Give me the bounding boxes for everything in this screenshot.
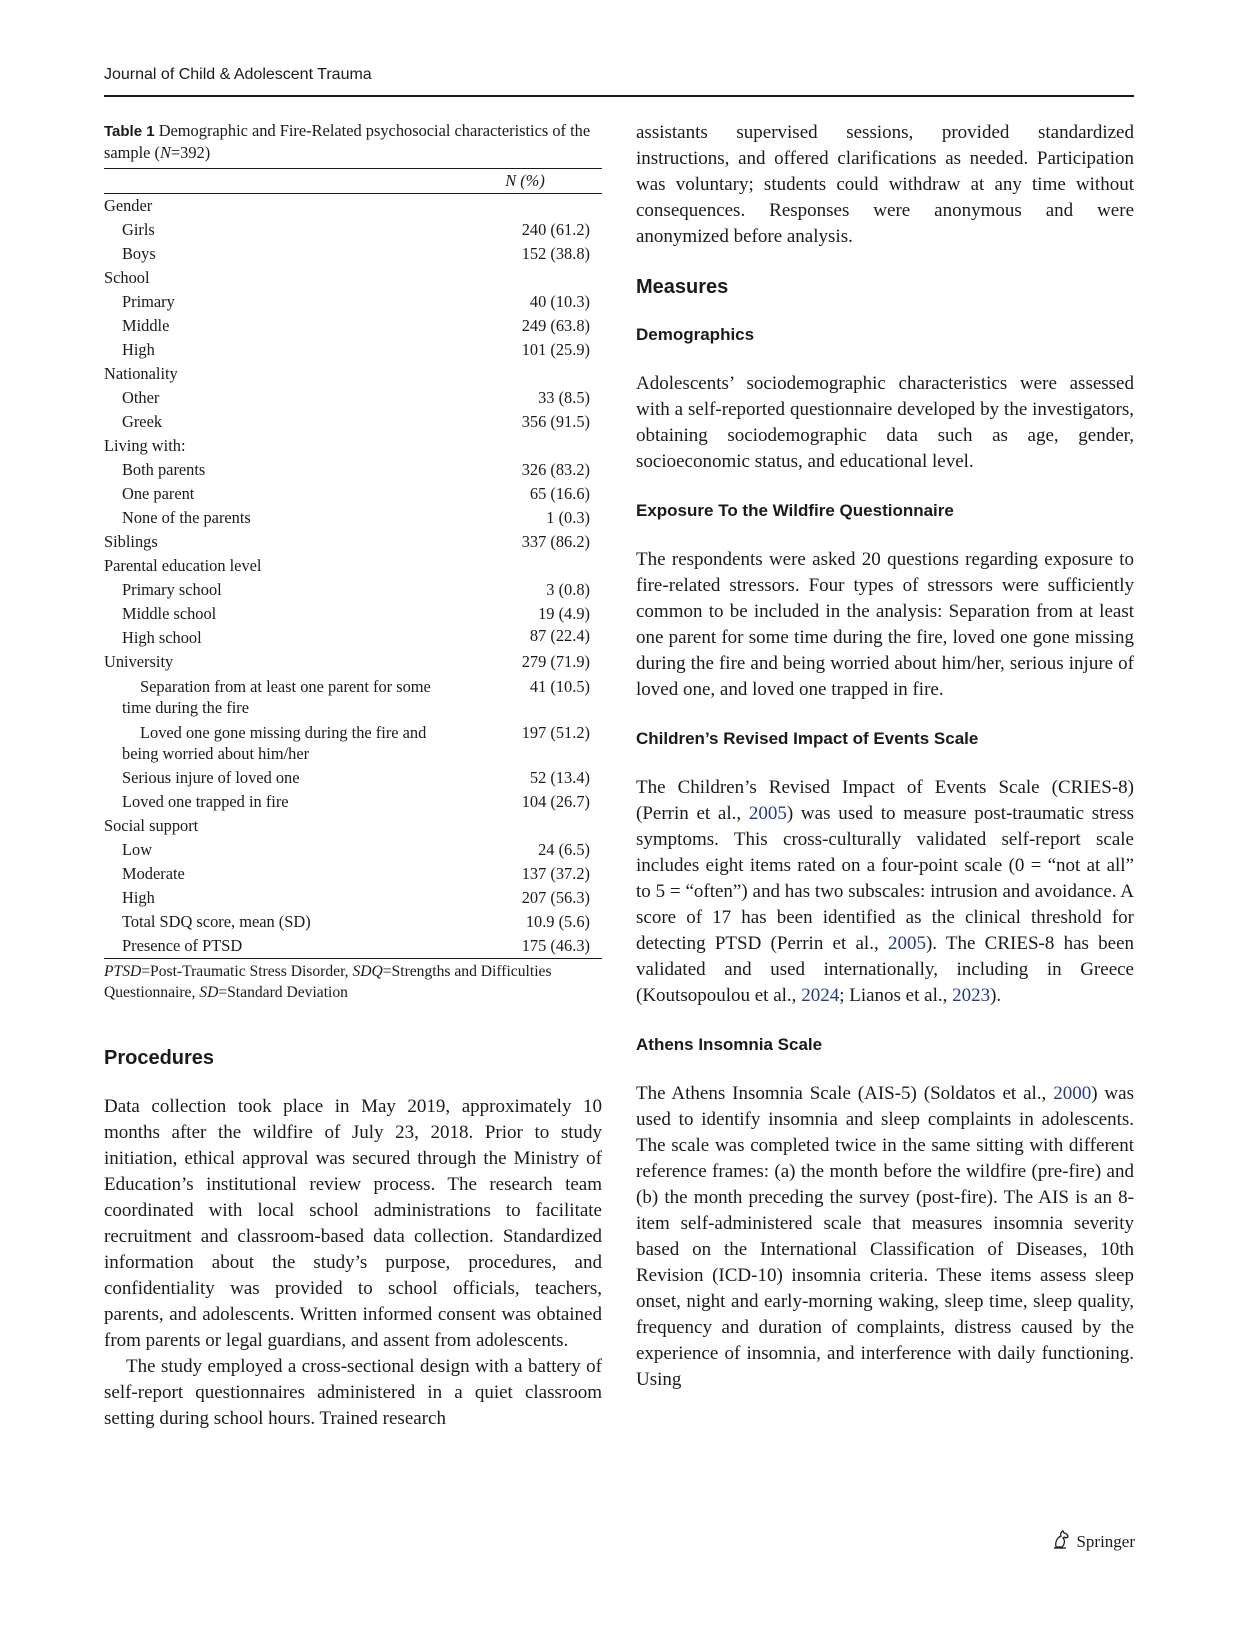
table-row-value: 104 (26.7) bbox=[521, 792, 590, 811]
table-row-value bbox=[460, 194, 602, 219]
table-row-label: Primary bbox=[122, 292, 175, 311]
table-row bbox=[104, 766, 602, 790]
table-row-value: 101 (25.9) bbox=[521, 340, 590, 359]
table-row-value: 65 (16.6) bbox=[529, 484, 590, 503]
table-row-label: One parent bbox=[122, 484, 195, 503]
table-row bbox=[104, 242, 602, 266]
table-row-label: Serious injure of loved one bbox=[122, 768, 300, 787]
table-row-value: 356 (91.5) bbox=[521, 412, 590, 431]
citation-link[interactable]: 2024 bbox=[801, 985, 840, 1006]
table-row-label: Moderate bbox=[122, 864, 185, 883]
table-row bbox=[104, 362, 602, 386]
table-row bbox=[104, 838, 602, 862]
table-row-value: 175 (46.3) bbox=[460, 934, 602, 959]
cries-text: The Children’s Revised Impact of Events Scale (CRIES-8) (Perrin et al., 2005) was used to measure post-traumatic stress symptoms. This cross-culturally validated self-report scale includes eight items rated on a four-point scale (0 = “not at all” to 5 = “often”) and has two subscales: intrusion and avoidance. A score of 17 has been identified as the clinical threshold for detecting PTSD (Perrin et al., 2005). The CRIES-8 has been validated and used internationally, including in Greece (Koutsopoulou et al., 2024; Lianos et al., 2023). bbox=[636, 777, 1135, 1006]
procedures-continued: assistants supervised sessions, provided standardized instructions, and offered clarifications as needed. Participation was voluntary; students could withdraw at any time without consequences. Responses were anonymous and were anonymized before analysis. bbox=[636, 122, 1134, 247]
table-row-value: 279 (71.9) bbox=[521, 652, 590, 671]
table-caption-end: =392) bbox=[170, 143, 211, 162]
table-row-label: Separation from at least one parent for some time during the fire bbox=[122, 677, 431, 717]
table-row-value: 3 (0.8) bbox=[546, 580, 590, 599]
table-row bbox=[104, 290, 602, 314]
table-row-value: 40 (10.3) bbox=[529, 292, 590, 311]
table-row-label: Middle bbox=[122, 316, 170, 335]
table-row-label: Living with: bbox=[104, 436, 186, 455]
table-row bbox=[104, 650, 602, 674]
left-column bbox=[104, 120, 602, 1432]
table-row bbox=[104, 194, 602, 219]
table-column-header: N (%) bbox=[460, 169, 602, 194]
springer-horse-icon bbox=[1052, 1529, 1070, 1554]
table-row-label: Greek bbox=[122, 412, 163, 431]
publisher-name: Springer bbox=[1076, 1531, 1135, 1551]
table-row bbox=[104, 458, 602, 482]
table-row bbox=[104, 886, 602, 910]
table-row-label: University bbox=[104, 652, 174, 671]
right-column bbox=[636, 120, 1134, 1393]
demographics-text: Adolescents’ sociodemographic characteristics were assessed with a self-reported questionnaire developed by the investigators, obtaining sociodemographic data such as age, gender, socioeconomic status, and educational level. bbox=[636, 373, 1134, 472]
ais-text: The Athens Insomnia Scale (AIS-5) (Soldatos et al., 2000) was used to identify insomnia and sleep complaints in adolescents. The scale was completed twice in the same sitting with different reference frames: (a) the month before the wildfire (pre-fire) and (b) the month preceding the survey (post-fire). The AIS is an 8-item self-administered scale that measures insomnia severity based on the International Classification of Diseases, 10th Revision (ICD-10) insomnia criteria. These items assess sleep onset, night and early-morning waking, sleep time, sleep quality, frequency and duration of complaints, distress caused by the experience of insomnia, and interference with daily functioning. Using bbox=[636, 1083, 1134, 1390]
table-row bbox=[104, 482, 602, 506]
demographics-heading: Demographics bbox=[636, 325, 755, 344]
table-row-label: Low bbox=[122, 840, 153, 859]
table-header-row bbox=[104, 169, 602, 194]
table-row-value bbox=[460, 362, 602, 386]
table-note: PTSD=Post-Traumatic Stress Disorder, SDQ=Strengths and Difficulties Questionnaire, SD=Standard Deviation bbox=[104, 963, 552, 1001]
table-row bbox=[104, 434, 602, 458]
table-row-label: Social support bbox=[104, 816, 199, 835]
header-rule bbox=[104, 95, 1134, 97]
table-row bbox=[104, 720, 602, 766]
table-row-label: Parental education level bbox=[104, 556, 262, 575]
table-row-value: 137 (37.2) bbox=[521, 864, 590, 883]
procedures-paragraph-1: Data collection took place in May 2019, approximately 10 months after the wildfire of July 23, 2018. Prior to study initiation, ethical approval was secured through the Ministry of Education’s institutional review process. The research team coordinated with local school administrations to facilitate recruitment and classroom-based data collection. Standardized information about the study’s purpose, procedures, and confidentiality was provided to school officials, teachers, parents, and adolescents. Written informed consent was obtained from parents or legal guardians, and assent from adolescents. bbox=[104, 1096, 602, 1351]
table-row bbox=[104, 314, 602, 338]
table-row bbox=[104, 602, 602, 626]
table-row bbox=[104, 410, 602, 434]
table-caption bbox=[104, 120, 602, 163]
procedures-heading: Procedures bbox=[104, 1047, 215, 1069]
table-row-label: School bbox=[104, 268, 150, 287]
table-row-label: Boys bbox=[122, 244, 156, 263]
table-row-value bbox=[460, 814, 602, 838]
table-row-label: Loved one gone missing during the fire and being worried about him/her bbox=[122, 723, 427, 763]
citation-link[interactable]: 2023 bbox=[952, 985, 991, 1006]
cries-heading: Children’s Revised Impact of Events Scale bbox=[636, 729, 979, 748]
table-row-label: Girls bbox=[122, 220, 155, 239]
table-row-value: 24 (6.5) bbox=[538, 840, 590, 859]
table-row bbox=[104, 530, 602, 554]
table-row-value: 326 (83.2) bbox=[521, 460, 590, 479]
table-row-label: Gender bbox=[104, 196, 153, 215]
table-row bbox=[104, 790, 602, 814]
table-row-label: Nationality bbox=[104, 364, 178, 383]
table-caption-label: Table 1 bbox=[104, 123, 155, 140]
table-row-value: 337 (86.2) bbox=[521, 532, 590, 551]
citation-link[interactable]: 2005 bbox=[748, 803, 787, 824]
journal-header: Journal of Child & Adolescent Trauma bbox=[104, 66, 372, 83]
table-row bbox=[104, 218, 602, 242]
table-row-label: Other bbox=[122, 388, 160, 407]
table-row-label: High school bbox=[122, 628, 202, 647]
procedures-paragraph-2: The study employed a cross-sectional design with a battery of self-report questionnaires administered in a quiet classroom setting during school hours. Trained research bbox=[104, 1356, 602, 1429]
table-row bbox=[104, 862, 602, 886]
table-row-value: 33 (8.5) bbox=[538, 388, 590, 407]
table-row-label: High bbox=[122, 340, 155, 359]
table-row-label: High bbox=[122, 888, 155, 907]
table-row-value: 249 (63.8) bbox=[521, 316, 590, 335]
ais-heading: Athens Insomnia Scale bbox=[636, 1035, 823, 1054]
table-row-label: Both parents bbox=[122, 460, 206, 479]
table-row-value: 52 (13.4) bbox=[529, 768, 590, 787]
table-row-label: Presence of PTSD bbox=[104, 934, 460, 959]
table-row-value: 10.9 (5.6) bbox=[525, 912, 590, 931]
table-row bbox=[104, 934, 602, 959]
table-row bbox=[104, 554, 602, 578]
table-caption-n: N bbox=[159, 143, 171, 162]
table-row bbox=[104, 506, 602, 530]
citation-link[interactable]: 2005 bbox=[887, 933, 926, 954]
table-row bbox=[104, 814, 602, 838]
table-row bbox=[104, 626, 602, 650]
table-row-value: 87 (22.4) bbox=[529, 626, 590, 645]
table-caption-text: Demographic and Fire-Related psychosocial characteristics of the sample ( bbox=[104, 121, 591, 162]
measures-heading: Measures bbox=[636, 276, 729, 298]
demographics-table bbox=[104, 168, 602, 959]
exposure-heading: Exposure To the Wildfire Questionnaire bbox=[636, 501, 954, 520]
exposure-text: The respondents were asked 20 questions regarding exposure to fire-related stressors. Four types of stressors were sufficiently common to be included in the analysis: Separation from at least one parent for some time during the fire, loved one gone missing during the fire and being worried about him/her, serious injure of loved one, and loved one trapped in fire. bbox=[636, 549, 1134, 700]
table-row-value: 207 (56.3) bbox=[521, 888, 590, 907]
table-row bbox=[104, 578, 602, 602]
table-row-value bbox=[460, 266, 602, 290]
table-row-value: 41 (10.5) bbox=[529, 677, 590, 696]
table-row-label: Primary school bbox=[122, 580, 222, 599]
publisher-footer bbox=[1052, 1529, 1135, 1554]
table-row-value bbox=[460, 434, 602, 458]
table-row-value bbox=[460, 554, 602, 578]
table-row-value: 1 (0.3) bbox=[546, 508, 590, 527]
table-row-label: Middle school bbox=[122, 604, 217, 623]
table-row-value: 19 (4.9) bbox=[538, 604, 590, 623]
table-row-label: Total SDQ score, mean (SD) bbox=[122, 912, 311, 931]
table-row-value: 240 (61.2) bbox=[521, 220, 590, 239]
table-row bbox=[104, 674, 602, 720]
table-row-label: None of the parents bbox=[122, 508, 251, 527]
table-row-label: Siblings bbox=[104, 532, 158, 551]
table-row-value: 152 (38.8) bbox=[521, 244, 590, 263]
table-row bbox=[104, 338, 602, 362]
table-row bbox=[104, 266, 602, 290]
table-row-value: 197 (51.2) bbox=[521, 723, 590, 742]
citation-link[interactable]: 2000 bbox=[1053, 1083, 1092, 1104]
table-row bbox=[104, 910, 602, 934]
table-row bbox=[104, 386, 602, 410]
table-row-label: Loved one trapped in fire bbox=[122, 792, 289, 811]
